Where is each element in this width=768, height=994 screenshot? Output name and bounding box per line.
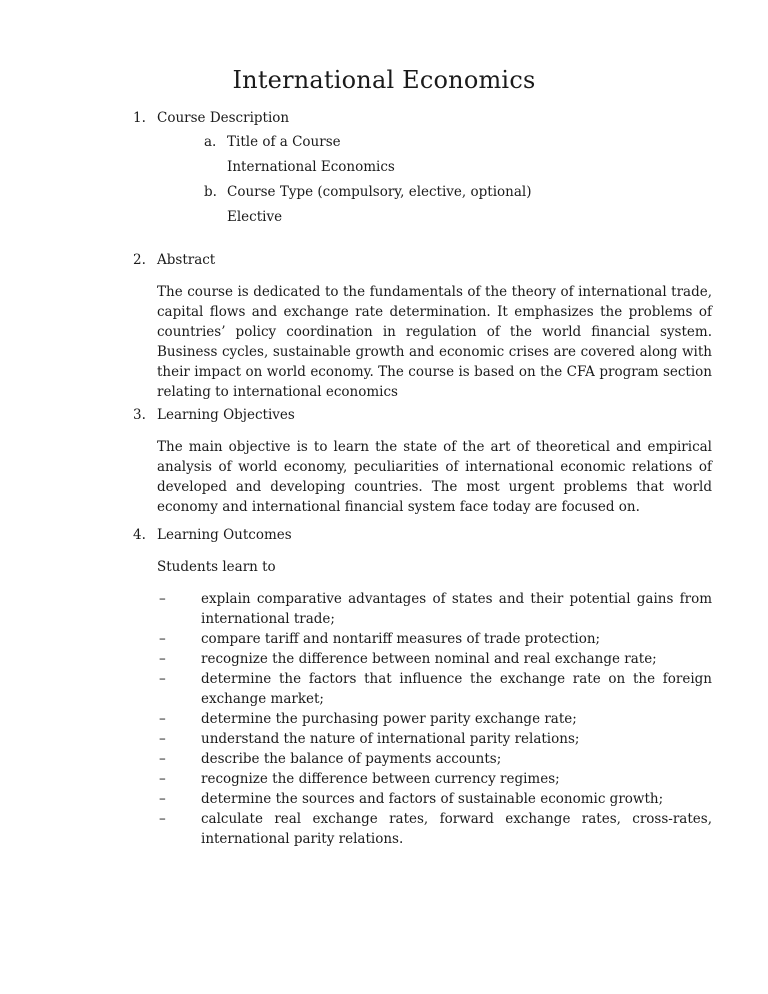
subsection-a-heading: Title of a Course bbox=[227, 134, 341, 150]
list-item bbox=[157, 769, 712, 789]
objectives-paragraph: The main objective is to learn the state of the art of theoretical and empirical analysis of world economy, peculiarities of international economic relations of developed and developing countries. The most urgent problems that world economy and international financial system face today are focused on. bbox=[157, 439, 712, 515]
bullet-dash: – bbox=[159, 751, 166, 767]
course-type-value: Elective bbox=[227, 209, 283, 225]
bullet-dash: – bbox=[159, 771, 166, 787]
bullet-dash: – bbox=[159, 631, 166, 647]
bullet-dash: – bbox=[159, 791, 166, 807]
list-item bbox=[157, 809, 712, 849]
section-2-number: 2. bbox=[133, 252, 146, 268]
list-item bbox=[157, 669, 712, 709]
outcome-text: determine the purchasing power parity exchange rate; bbox=[201, 711, 577, 727]
bullet-dash: – bbox=[159, 671, 166, 687]
outcome-text: compare tariff and nontariff measures of trade protection; bbox=[201, 631, 601, 647]
document-title: International Economics bbox=[232, 66, 536, 94]
list-item bbox=[157, 589, 712, 629]
outcomes-intro: Students learn to bbox=[157, 559, 276, 575]
section-3-heading: Learning Objectives bbox=[157, 407, 295, 423]
outcome-text: recognize the difference between nominal and real exchange rate; bbox=[201, 651, 657, 667]
list-item bbox=[157, 629, 712, 649]
list-item bbox=[157, 729, 712, 749]
outcome-text: understand the nature of international parity relations; bbox=[201, 731, 580, 747]
outcome-text: describe the balance of payments accounts; bbox=[201, 751, 502, 767]
course-title-value: International Economics bbox=[227, 159, 395, 175]
subsection-a-label: a. bbox=[204, 134, 217, 150]
outcome-text: explain comparative advantages of states and their potential gains from international trade; bbox=[201, 591, 712, 627]
section-1-heading: Course Description bbox=[157, 110, 290, 126]
list-item bbox=[157, 749, 712, 769]
outcome-text: calculate real exchange rates, forward exchange rates, cross-rates, international parity relations. bbox=[201, 811, 712, 847]
section-4-heading: Learning Outcomes bbox=[157, 527, 292, 543]
section-3-number: 3. bbox=[133, 407, 146, 423]
bullet-dash: – bbox=[159, 651, 166, 667]
bullet-dash: – bbox=[159, 591, 166, 607]
list-item bbox=[157, 709, 712, 729]
outcome-text: determine the factors that influence the exchange rate on the foreign exchange market; bbox=[201, 671, 712, 707]
list-item bbox=[157, 649, 712, 669]
list-item bbox=[157, 789, 712, 809]
outcome-text: determine the sources and factors of sustainable economic growth; bbox=[201, 791, 664, 807]
bullet-dash: – bbox=[159, 811, 166, 827]
outcome-text: recognize the difference between currency regimes; bbox=[201, 771, 560, 787]
subsection-b-heading: Course Type (compulsory, elective, optional) bbox=[227, 184, 532, 200]
abstract-paragraph: The course is dedicated to the fundamentals of the theory of international trade, capital flows and exchange rate determination. It emphasizes the problems of countries’ policy coordination in regulation of the world financial system. Business cycles, sustainable growth and economic crises are covered along with their impact on world economy. The course is based on the CFA program section relating to international economics bbox=[157, 284, 712, 400]
section-1-number: 1. bbox=[133, 110, 146, 126]
outcomes-list bbox=[157, 589, 712, 849]
bullet-dash: – bbox=[159, 731, 166, 747]
section-4-number: 4. bbox=[133, 527, 146, 543]
section-2-heading: Abstract bbox=[157, 252, 216, 268]
subsection-b-label: b. bbox=[204, 184, 217, 200]
bullet-dash: – bbox=[159, 711, 166, 727]
